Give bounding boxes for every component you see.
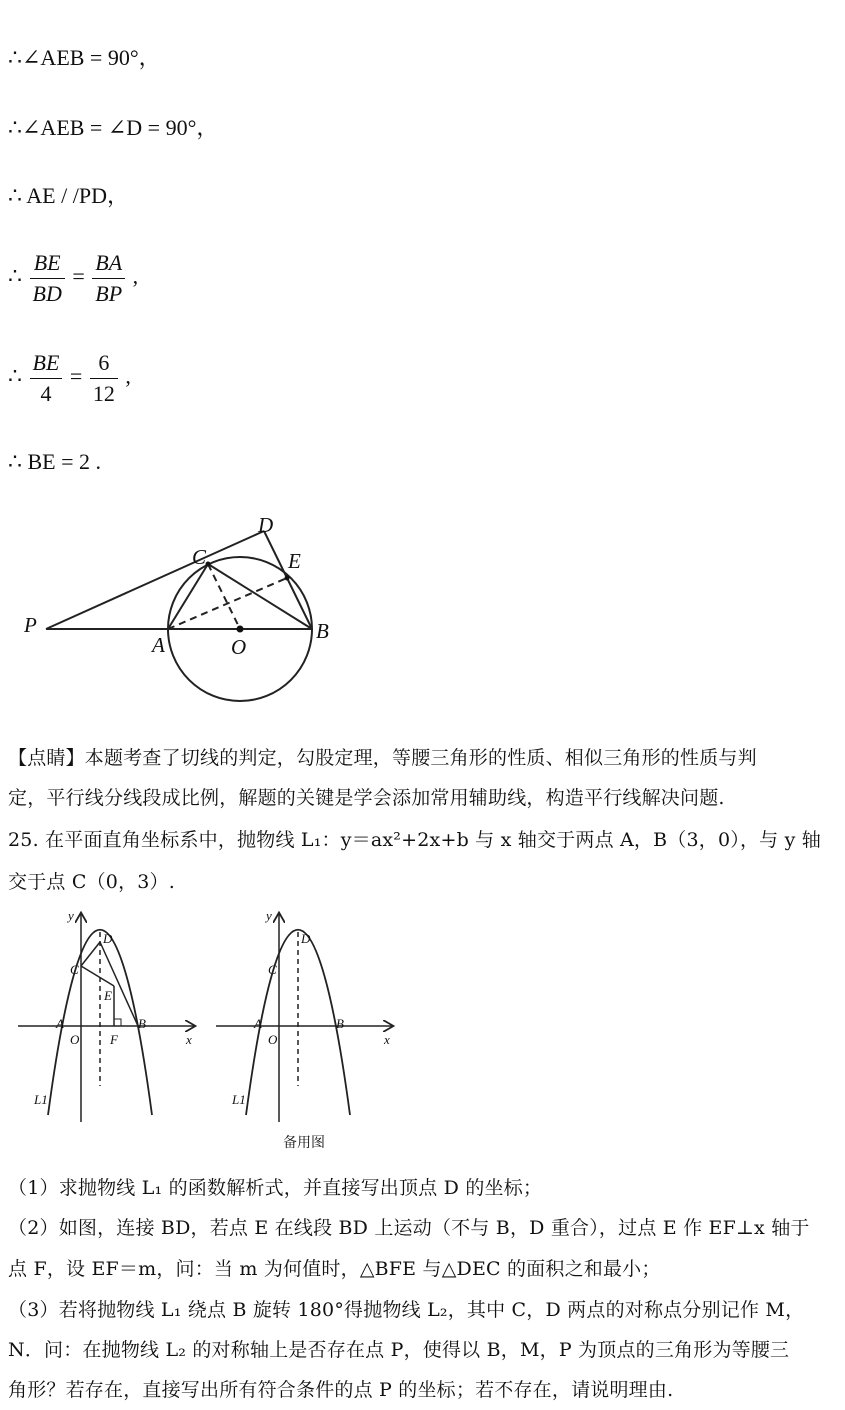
segment-ca — [168, 564, 208, 629]
segment-ce — [81, 966, 114, 986]
step-ratio-1: ∴ $\frac{BE}{BD}$ = $\frac{BA}{BP}$ , — [8, 248, 138, 309]
label-b: B — [336, 1016, 344, 1031]
step-angle-equal: ∴∠AEB = ∠D = 90°， — [8, 115, 219, 140]
step-parallel: ∴ AE / /PD， — [8, 183, 129, 208]
denominator: 12 — [92, 381, 115, 406]
label-c: C — [70, 962, 79, 977]
parabola-graph-main — [18, 908, 203, 1128]
dashed-ae — [168, 578, 287, 629]
comment-line-1: 【点睛】本题考查了切线的判定，勾股定理，等腰三角形的性质、相似三角形的性质与判 — [8, 747, 757, 769]
step-result: ∴ BE = 2 . — [8, 449, 102, 474]
label-d: D — [258, 513, 274, 537]
label-b: B — [138, 1016, 146, 1031]
numerator: BA — [92, 248, 125, 279]
backup-figure-caption: 备用图 — [283, 1135, 325, 1151]
label-a: A — [254, 1016, 262, 1031]
question-2-line-2: 点 F，设 EF＝m，问：当 m 为何值时，△BFE 与△DEC 的面积之和最小； — [8, 1258, 661, 1280]
denominator: 4 — [40, 381, 52, 406]
question-3-line-1: （3）若将抛物线 L₁ 绕点 B 旋转 180°得抛物线 L₂，其中 C，D 两点的对称点分别记作 M， — [8, 1299, 805, 1321]
label-c: C — [268, 962, 277, 977]
label-l1: L1 — [34, 1092, 48, 1107]
point-e-dot — [285, 576, 290, 581]
point-c-dot — [206, 562, 211, 567]
denominator: BD — [32, 281, 62, 306]
question-3-line-2: N．问：在抛物线 L₂ 的对称轴上是否存在点 P，使得以 B，M，P 为顶点的三角形为等腰三 — [8, 1339, 790, 1361]
fraction — [30, 348, 63, 409]
label-o: O — [268, 1032, 278, 1047]
comment-line-2: 定，平行线分线段成比例，解题的关键是学会添加常用辅助线，构造平行线解决问题. — [8, 787, 725, 809]
circle-geometry-figure — [20, 512, 350, 712]
fraction — [30, 248, 65, 309]
label-o: O — [231, 635, 247, 659]
parabola-graph-backup — [216, 908, 401, 1128]
denominator: BP — [95, 281, 123, 306]
label-a: A — [152, 633, 165, 657]
question-3-line-3: 角形？若存在，直接写出所有符合条件的点 P 的坐标；若不存在，请说明理由. — [8, 1379, 674, 1401]
center-dot — [237, 626, 244, 633]
label-d: D — [301, 931, 311, 946]
problem-25-line-2: 交于点 C（0，3）. — [8, 871, 175, 893]
label-f: F — [110, 1032, 118, 1047]
problem-25-line-1: 25. 在平面直角坐标系中，抛物线 L₁：y＝ax²+2x+b 与 x 轴交于两点 A，B（3，0），与 y 轴 — [8, 829, 821, 851]
label-x: x — [384, 1032, 390, 1047]
numerator: BE — [30, 348, 63, 379]
label-l1: L1 — [232, 1092, 246, 1107]
fraction — [90, 348, 118, 409]
fraction — [92, 248, 125, 309]
numerator: 6 — [90, 348, 118, 379]
question-2-line-1: （2）如图，连接 BD，若点 E 在线段 BD 上运动（不与 B，D 重合），过点 E 作 EF⊥x 轴于 — [8, 1217, 810, 1239]
label-d: D — [103, 931, 113, 946]
step-angle-aeb: ∴∠AEB = 90°， — [8, 45, 161, 70]
label-a: A — [56, 1016, 64, 1031]
label-x: x — [186, 1032, 192, 1047]
line-pd — [46, 531, 264, 629]
label-y: y — [68, 908, 74, 923]
label-y: y — [266, 908, 272, 923]
label-c: C — [192, 545, 207, 569]
label-b: B — [316, 619, 329, 643]
right-angle-mark — [114, 1019, 121, 1026]
step-ratio-2: ∴ $\frac{BE}{4}$ = $\frac{6}{12}$ , — [8, 348, 131, 409]
label-e: E — [288, 549, 301, 573]
numerator: BE — [30, 248, 65, 279]
question-1: （1）求抛物线 L₁ 的函数解析式，并直接写出顶点 D 的坐标； — [8, 1177, 543, 1199]
label-e: E — [104, 988, 112, 1003]
label-p: P — [24, 613, 37, 637]
label-o: O — [70, 1032, 80, 1047]
